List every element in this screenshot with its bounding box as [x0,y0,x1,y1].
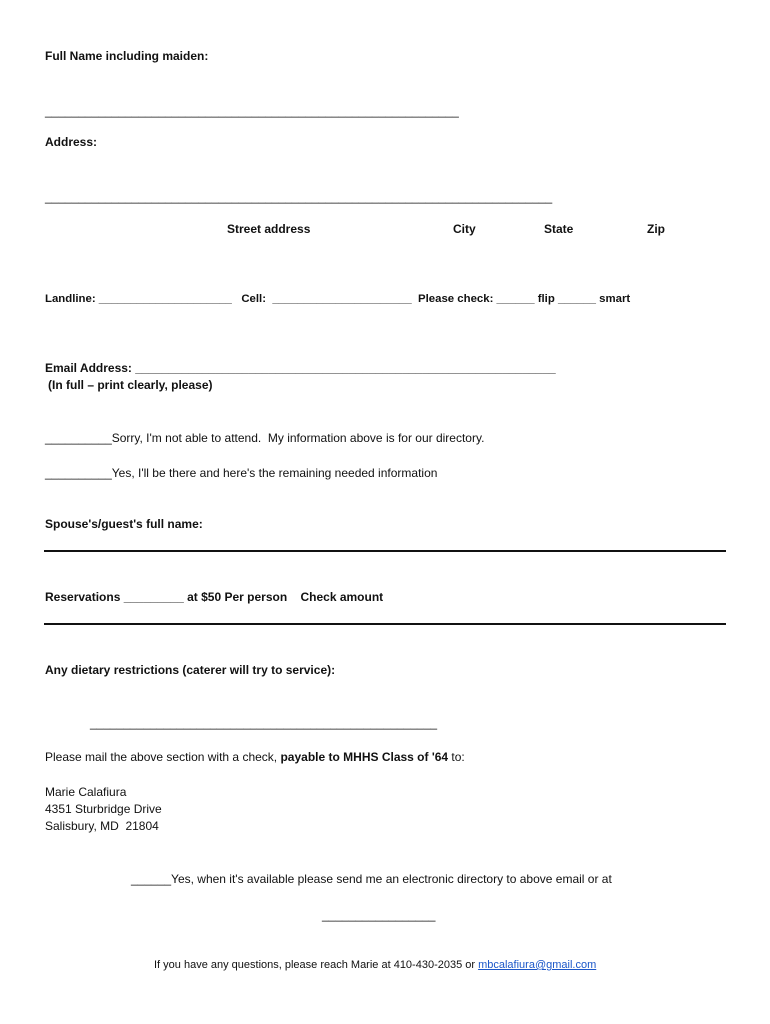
footer-contact [154,958,596,972]
option-yes[interactable]: __________Yes, I'll be there and here's the remaining needed information [45,466,438,480]
phone-line[interactable]: Landline: _____________________ Cell: ______________________ Please check: ______ flip ______ smart [45,293,631,305]
email-note: (In full – print clearly, please) [48,378,213,392]
mail-address-name: Marie Calafiura [45,785,127,799]
contact-email-link[interactable]: mbcalafiura@gmail.com [478,959,597,971]
street-address-label: Street address [227,222,311,236]
mail-instruction [45,750,465,764]
address-line[interactable]: ____________________________________________________________________________ [45,190,553,204]
city-label: City [453,222,476,236]
dietary-line[interactable]: ____________________________________________________ [90,716,438,730]
check-amount-line[interactable] [44,623,726,625]
zip-label: Zip [647,222,665,236]
directory-request[interactable]: ______Yes, when it's available please send me an electronic directory to above email or at [131,872,612,886]
mail-instruction-suffix: to: [448,750,465,764]
email-line[interactable]: Email Address: _______________________________________________________________ [45,361,556,375]
spouse-guest-line[interactable] [44,550,726,552]
mail-address-city: Salisbury, MD 21804 [45,819,159,833]
state-label: State [544,222,574,236]
reservations-line[interactable]: Reservations _________ at $50 Per person Check amount [45,590,384,604]
dietary-label: Any dietary restrictions (caterer will try to service): [45,663,336,677]
address-label: Address: [45,135,98,149]
spouse-guest-label: Spouse's/guest's full name: [45,517,203,531]
directory-blank-line[interactable]: _________________ [322,908,436,922]
mail-instruction-prefix: Please mail the above section with a check, [45,750,281,764]
full-name-line[interactable]: ______________________________________________________________ [45,104,459,118]
footer-text: If you have any questions, please reach Marie at 410-430-2035 or [154,959,479,971]
mail-address-street: 4351 Sturbridge Drive [45,802,162,816]
full-name-label: Full Name including maiden: [45,49,209,63]
option-sorry[interactable]: __________Sorry, I'm not able to attend. My information above is for our directory. [45,431,485,445]
mail-payable-to: payable to MHHS Class of '64 [280,750,449,764]
